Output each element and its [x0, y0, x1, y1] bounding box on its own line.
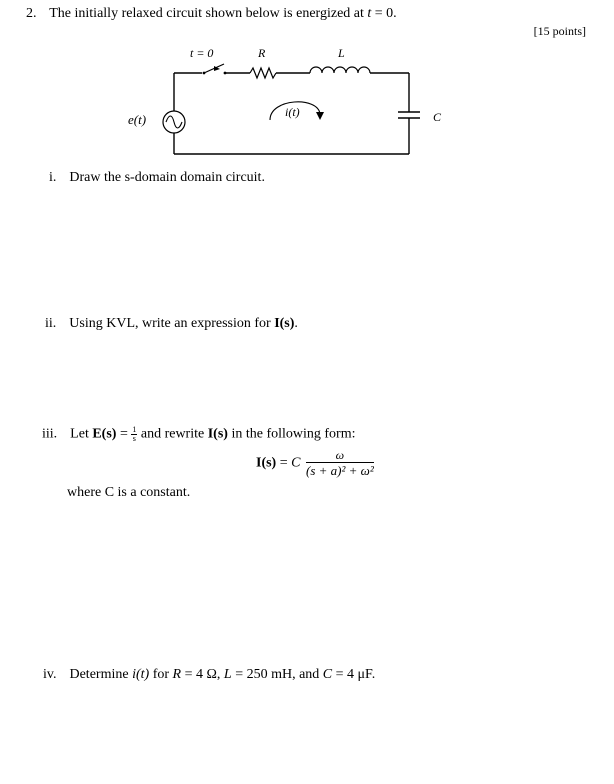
formula-C: C [291, 455, 301, 471]
part-iii-note: where C is a constant. [67, 485, 191, 500]
part-ii-suffix: . [294, 316, 298, 331]
part-iii-equals: = [116, 426, 132, 442]
part-ii-symbol: I(s) [274, 316, 295, 331]
question-number: 2. [26, 6, 37, 21]
formula-fraction [306, 448, 374, 479]
capacitor [398, 112, 420, 118]
part-i-text: Draw the s-domain domain circuit. [69, 170, 265, 185]
part-iv-text: Determine [69, 667, 133, 682]
part-ii-text: Using KVL, write an expression for [69, 316, 275, 331]
part-iv-mid: for [149, 667, 173, 682]
part-iv-L-val: = 250 mH, and [231, 667, 323, 682]
source-label: e(t) [128, 112, 147, 127]
question-header [26, 6, 397, 22]
part-iv-i-var: i(t) [132, 667, 150, 682]
part-ii-numeral: ii. [45, 316, 57, 331]
part-iii-I-symbol: I(s) [207, 426, 228, 442]
question-text: The initially relaxed circuit shown below is energized at [49, 6, 368, 21]
part-iv-R-var: R [172, 667, 182, 682]
formula-lhs: I(s) [256, 455, 277, 471]
part-iv-L-var: L [223, 667, 232, 682]
inductor [310, 67, 370, 73]
part-iv [43, 667, 375, 683]
part-iv-C-val: = 4 μF. [332, 667, 376, 682]
part-ii [45, 316, 298, 332]
part-iii-E-symbol: E(s) [92, 426, 117, 442]
resistor [250, 68, 276, 78]
part-iii-text2: in the following form: [227, 426, 356, 442]
formula-numerator: ω [306, 448, 374, 463]
formula-eq: = [276, 455, 292, 471]
formula-denominator: (s + a)² + ω² [305, 463, 374, 478]
part-iii-text: and rewrite [137, 426, 208, 442]
part-iv-numeral: iv. [43, 667, 57, 682]
capacitor-label: C [433, 110, 442, 124]
fraction-numerator: 1 [132, 425, 137, 434]
part-iii-numeral: iii. [42, 426, 58, 442]
question-t-var: t [367, 6, 372, 21]
switch [203, 64, 227, 74]
switch-label: t = 0 [190, 46, 214, 60]
resistor-label: R [258, 46, 266, 60]
circuit-diagram [120, 40, 460, 165]
part-iv-C-var: C [322, 667, 333, 682]
ac-source [163, 111, 185, 133]
formula [256, 448, 374, 479]
points-label: [15 points] [533, 24, 586, 38]
part-iv-R-val: = 4 Ω, [181, 667, 224, 682]
current-label: i(t) [285, 105, 300, 119]
part-iii-let: Let [70, 426, 93, 442]
inductor-label: L [338, 46, 345, 60]
question-text-suffix: = 0. [371, 6, 397, 21]
part-i [49, 170, 265, 186]
part-iii [42, 426, 356, 443]
part-i-numeral: i. [49, 170, 57, 185]
fraction-denominator: s [132, 434, 136, 443]
